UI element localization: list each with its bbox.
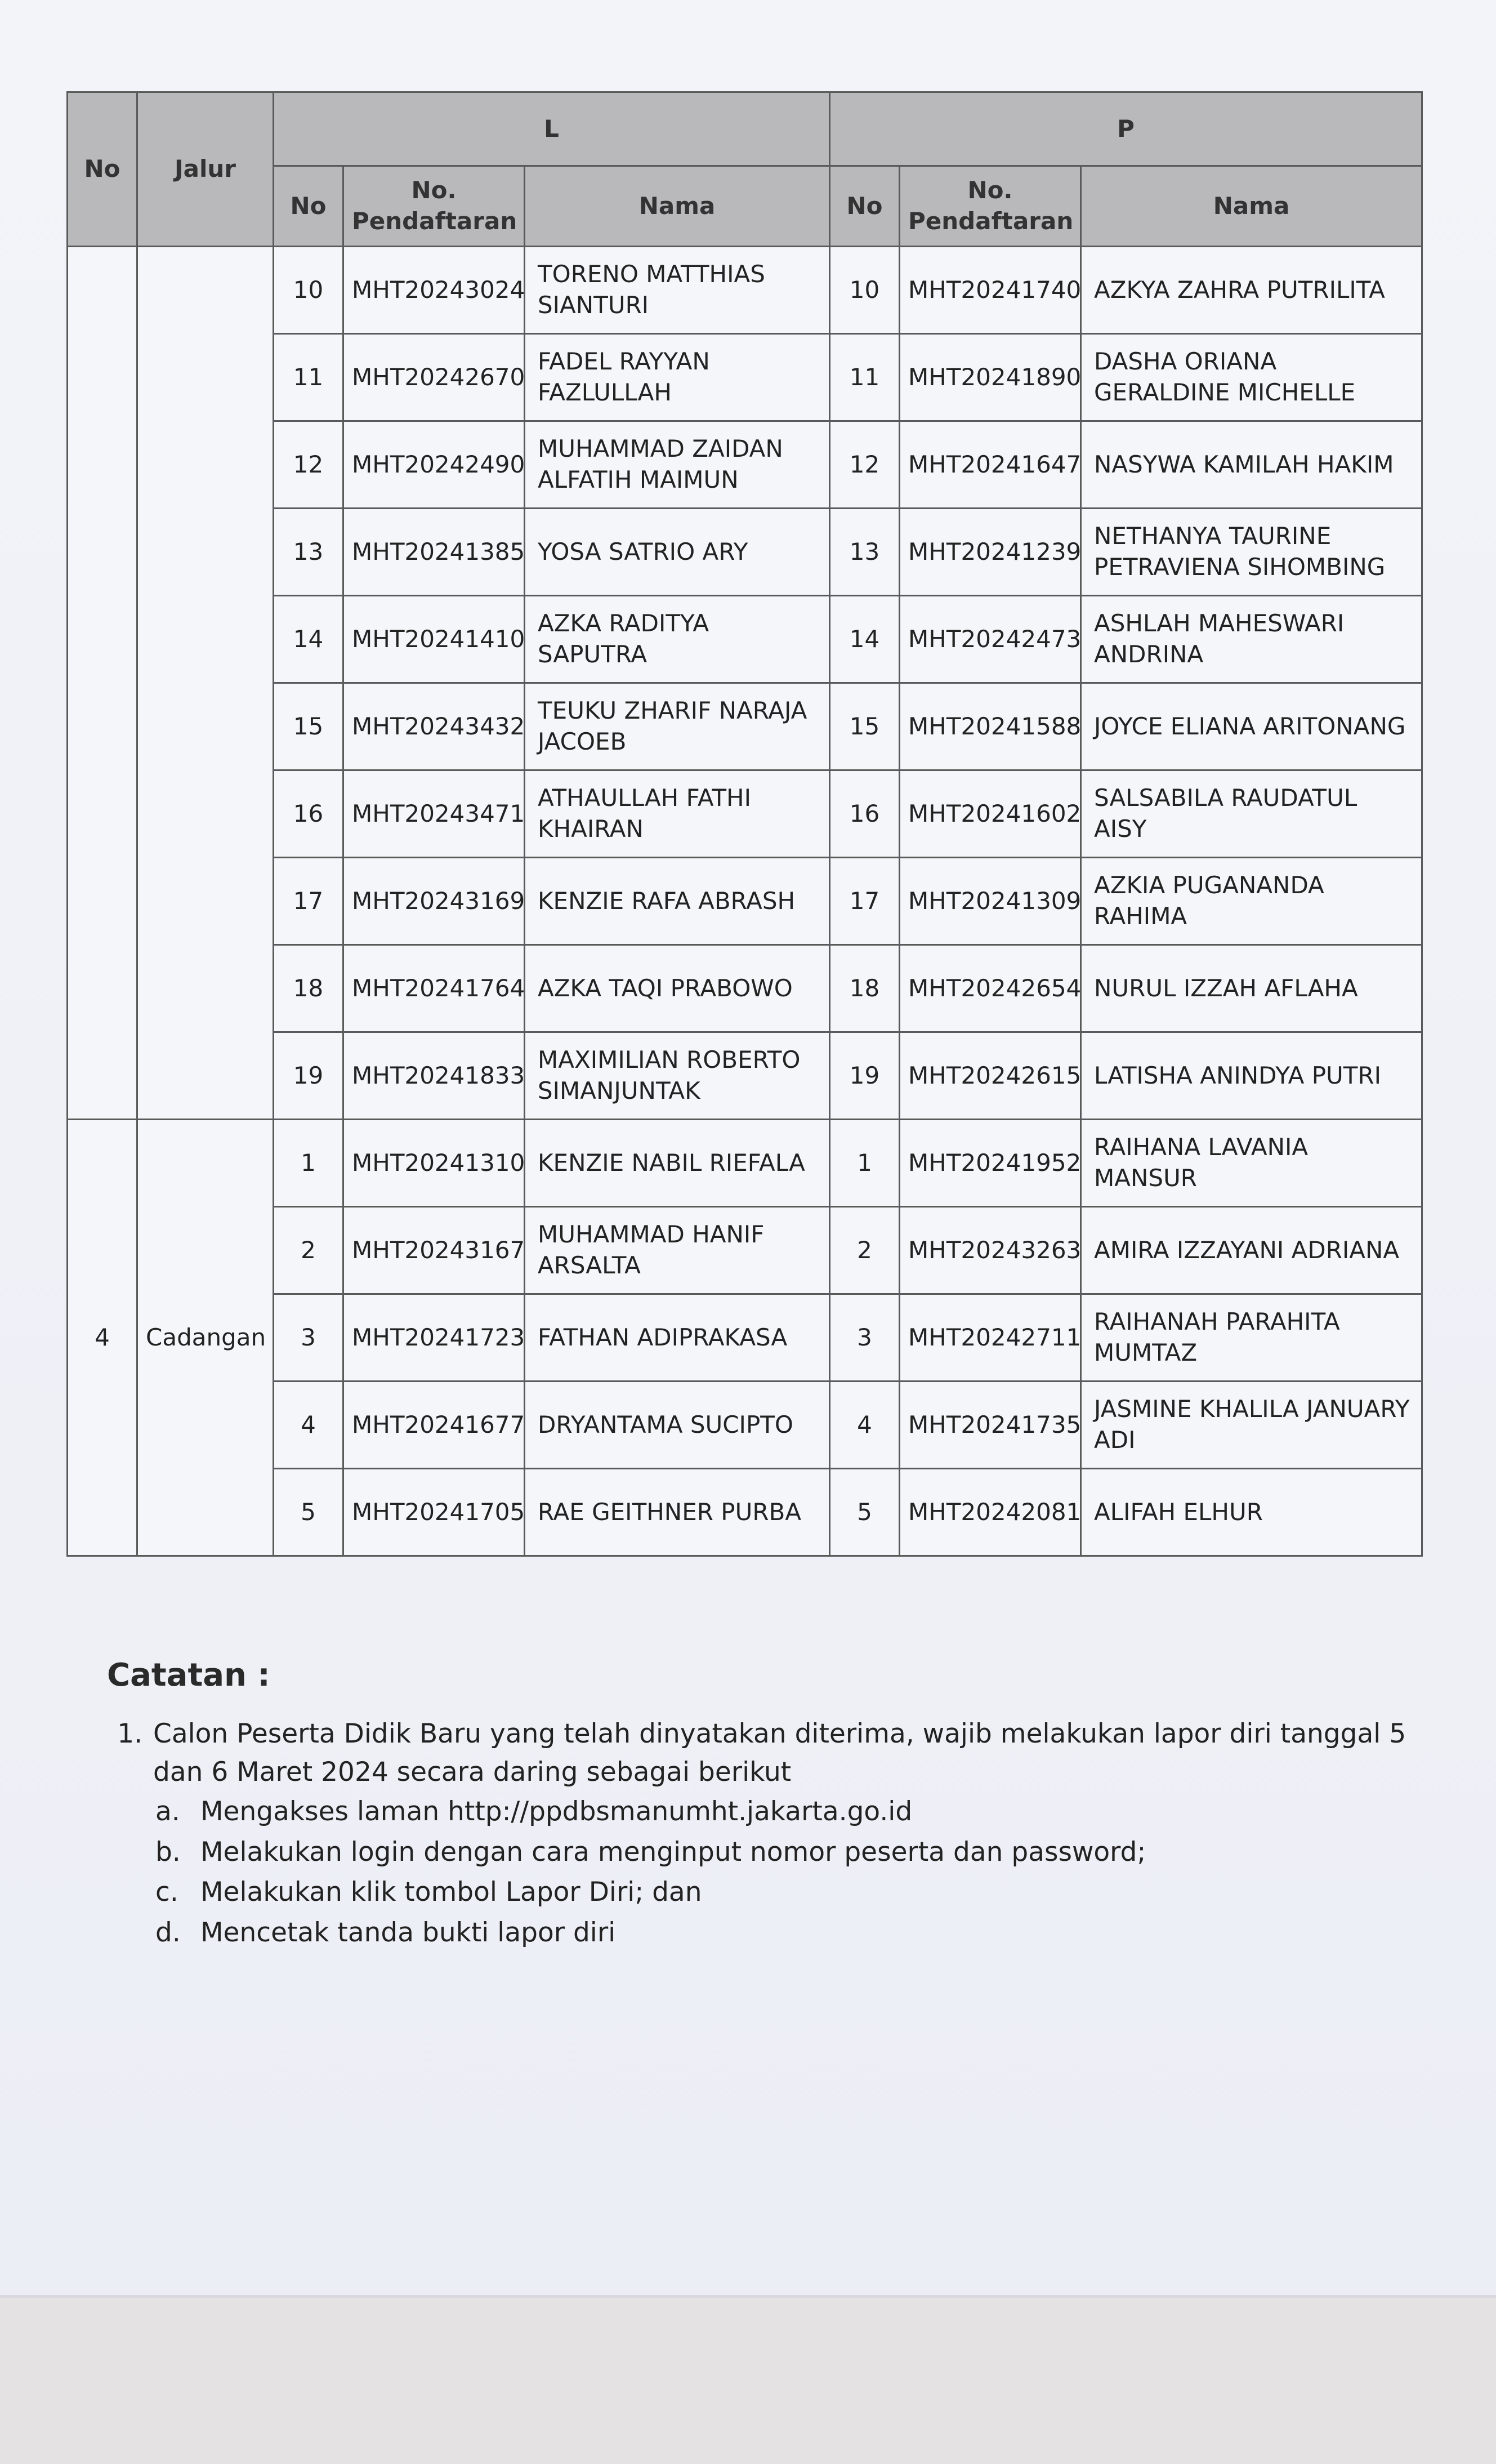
header-p-nama: Nama: [1081, 166, 1422, 247]
l-no-cell: 10: [274, 247, 343, 334]
l-name-cell: TEUKU ZHARIF NARAJA JACOEB: [525, 683, 830, 770]
header-p: P: [830, 92, 1422, 166]
l-reg-cell: MHT20241385: [343, 509, 525, 596]
notes-sub-text: Melakukan klik tombol Lapor Diri; dan: [200, 1877, 702, 1908]
l-name-cell: KENZIE NABIL RIEFALA: [525, 1120, 830, 1207]
p-no-cell: 1: [830, 1120, 900, 1207]
p-no-cell: 12: [830, 421, 900, 509]
p-name-cell: NASYWA KAMILAH HAKIM: [1081, 421, 1422, 509]
l-name-cell: TORENO MATTHIAS SIANTURI: [525, 247, 830, 334]
p-reg-cell: MHT20242081: [900, 1469, 1081, 1556]
p-name-cell: LATISHA ANINDYA PUTRI: [1081, 1032, 1422, 1120]
l-name-cell: YOSA SATRIO ARY: [525, 509, 830, 596]
l-no-cell: 18: [274, 945, 343, 1032]
l-no-cell: 13: [274, 509, 343, 596]
l-reg-cell: MHT20243169: [343, 858, 525, 945]
l-no-cell: 3: [274, 1294, 343, 1382]
l-name-cell: KENZIE RAFA ABRASH: [525, 858, 830, 945]
l-no-cell: 17: [274, 858, 343, 945]
p-name-cell: RAIHANA LAVANIA MANSUR: [1081, 1120, 1422, 1207]
l-reg-cell: MHT20243471: [343, 770, 525, 858]
notes-sub-letter: d.: [155, 1917, 181, 1948]
p-name-cell: SALSABILA RAUDATUL AISY: [1081, 770, 1422, 858]
notes-sub-item: [155, 1792, 1419, 1832]
p-name-cell: NETHANYA TAURINE PETRAVIENA SIHOMBING: [1081, 509, 1422, 596]
l-reg-cell: MHT20241310: [343, 1120, 525, 1207]
header-l-pendaftaran: No. Pendaftaran: [343, 166, 525, 247]
p-name-cell: NURUL IZZAH AFLAHA: [1081, 945, 1422, 1032]
group-no-cell: [68, 247, 137, 1120]
p-no-cell: 17: [830, 858, 900, 945]
p-no-cell: 4: [830, 1382, 900, 1469]
l-reg-cell: MHT20242490: [343, 421, 525, 509]
l-reg-cell: MHT20241764: [343, 945, 525, 1032]
p-name-cell: ALIFAH ELHUR: [1081, 1469, 1422, 1556]
notes-sub-text: Melakukan login dengan cara menginput nomor peserta dan password;: [200, 1836, 1146, 1868]
p-no-cell: 19: [830, 1032, 900, 1120]
header-row-top: [68, 92, 1422, 166]
p-name-cell: RAIHANAH PARAHITA MUMTAZ: [1081, 1294, 1422, 1382]
table-row: [68, 247, 1422, 334]
p-reg-cell: MHT20241740: [900, 247, 1081, 334]
notes-sub-item: [155, 1832, 1419, 1872]
notes-sub-item: [155, 1913, 1419, 1953]
l-no-cell: 14: [274, 596, 343, 683]
l-no-cell: 15: [274, 683, 343, 770]
p-name-cell: JASMINE KHALILA JANUARY ADI: [1081, 1382, 1422, 1469]
l-reg-cell: MHT20241677: [343, 1382, 525, 1469]
header-jalur: Jalur: [137, 92, 274, 247]
student-roster-table: [66, 91, 1423, 1557]
notes-sub-letter: c.: [155, 1877, 178, 1908]
p-reg-cell: MHT20241647: [900, 421, 1081, 509]
l-reg-cell: MHT20243432: [343, 683, 525, 770]
p-reg-cell: MHT20241239: [900, 509, 1081, 596]
p-reg-cell: MHT20241890: [900, 334, 1081, 421]
p-no-cell: 11: [830, 334, 900, 421]
p-no-cell: 16: [830, 770, 900, 858]
l-name-cell: MUHAMMAD HANIF ARSALTA: [525, 1207, 830, 1294]
p-name-cell: AZKYA ZAHRA PUTRILITA: [1081, 247, 1422, 334]
l-no-cell: 12: [274, 421, 343, 509]
l-reg-cell: MHT20241723: [343, 1294, 525, 1382]
p-reg-cell: MHT20241588: [900, 683, 1081, 770]
p-name-cell: AZKIA PUGANANDA RAHIMA: [1081, 858, 1422, 945]
p-reg-cell: MHT20241602: [900, 770, 1081, 858]
notes-section: [107, 1657, 1419, 1953]
notes-title: Catatan :: [107, 1657, 270, 1694]
l-no-cell: 1: [274, 1120, 343, 1207]
p-name-cell: AMIRA IZZAYANI ADRIANA: [1081, 1207, 1422, 1294]
header-l: L: [274, 92, 830, 166]
p-reg-cell: MHT20242473: [900, 596, 1081, 683]
l-name-cell: AZKA TAQI PRABOWO: [525, 945, 830, 1032]
l-name-cell: AZKA RADITYA SAPUTRA: [525, 596, 830, 683]
l-reg-cell: MHT20243024: [343, 247, 525, 334]
p-name-cell: ASHLAH MAHESWARI ANDRINA: [1081, 596, 1422, 683]
l-name-cell: ATHAULLAH FATHI KHAIRAN: [525, 770, 830, 858]
l-name-cell: FATHAN ADIPRAKASA: [525, 1294, 830, 1382]
l-no-cell: 16: [274, 770, 343, 858]
l-no-cell: 11: [274, 334, 343, 421]
notes-sub-text: Mengakses laman http://ppdbsmanumht.jakarta.go.id: [200, 1796, 913, 1828]
p-name-cell: JOYCE ELIANA ARITONANG: [1081, 683, 1422, 770]
p-no-cell: 10: [830, 247, 900, 334]
l-name-cell: MAXIMILIAN ROBERTO SIMANJUNTAK: [525, 1032, 830, 1120]
p-reg-cell: MHT20241735: [900, 1382, 1081, 1469]
header-l-no: No: [274, 166, 343, 247]
scan-footer-band: [0, 2298, 1496, 2464]
l-no-cell: 5: [274, 1469, 343, 1556]
header-no: No: [68, 92, 137, 247]
notes-sub-text: Mencetak tanda bukti lapor diri: [200, 1917, 616, 1948]
p-reg-cell: MHT20242711: [900, 1294, 1081, 1382]
p-reg-cell: MHT20243263: [900, 1207, 1081, 1294]
l-reg-cell: MHT20241833: [343, 1032, 525, 1120]
l-name-cell: MUHAMMAD ZAIDAN ALFATIH MAIMUN: [525, 421, 830, 509]
p-no-cell: 2: [830, 1207, 900, 1294]
l-name-cell: RAE GEITHNER PURBA: [525, 1469, 830, 1556]
table-row: [68, 1120, 1422, 1207]
group-jalur-cell: Cadangan: [137, 1120, 274, 1556]
p-no-cell: 15: [830, 683, 900, 770]
p-name-cell: DASHA ORIANA GERALDINE MICHELLE: [1081, 334, 1422, 421]
p-reg-cell: MHT20242615: [900, 1032, 1081, 1120]
notes-item-1: [151, 1715, 1419, 1953]
header-l-nama: Nama: [525, 166, 830, 247]
header-p-no: No: [830, 166, 900, 247]
p-no-cell: 14: [830, 596, 900, 683]
p-no-cell: 5: [830, 1469, 900, 1556]
notes-sub-list: [153, 1792, 1419, 1953]
notes-sub-letter: b.: [155, 1836, 181, 1868]
l-reg-cell: MHT20241705: [343, 1469, 525, 1556]
l-reg-cell: MHT20241410: [343, 596, 525, 683]
notes-sub-letter: a.: [155, 1796, 180, 1828]
group-no-cell: 4: [68, 1120, 137, 1556]
header-p-pendaftaran: No. Pendaftaran: [900, 166, 1081, 247]
l-name-cell: DRYANTAMA SUCIPTO: [525, 1382, 830, 1469]
l-no-cell: 2: [274, 1207, 343, 1294]
notes-item-1-text: Calon Peserta Didik Baru yang telah dinyatakan diterima, wajib melakukan lapor diri tanggal 5 dan 6 Maret 2024 secara daring sebagai berikut: [153, 1718, 1406, 1788]
l-reg-cell: MHT20242670: [343, 334, 525, 421]
p-reg-cell: MHT20241952: [900, 1120, 1081, 1207]
p-no-cell: 3: [830, 1294, 900, 1382]
p-no-cell: 13: [830, 509, 900, 596]
p-reg-cell: MHT20242654: [900, 945, 1081, 1032]
p-no-cell: 18: [830, 945, 900, 1032]
group-jalur-cell: [137, 247, 274, 1120]
l-reg-cell: MHT20243167: [343, 1207, 525, 1294]
p-reg-cell: MHT20241309: [900, 858, 1081, 945]
l-no-cell: 4: [274, 1382, 343, 1469]
notes-list: [107, 1715, 1419, 1953]
l-name-cell: FADEL RAYYAN FAZLULLAH: [525, 334, 830, 421]
notes-sub-item: [155, 1872, 1419, 1912]
l-no-cell: 19: [274, 1032, 343, 1120]
